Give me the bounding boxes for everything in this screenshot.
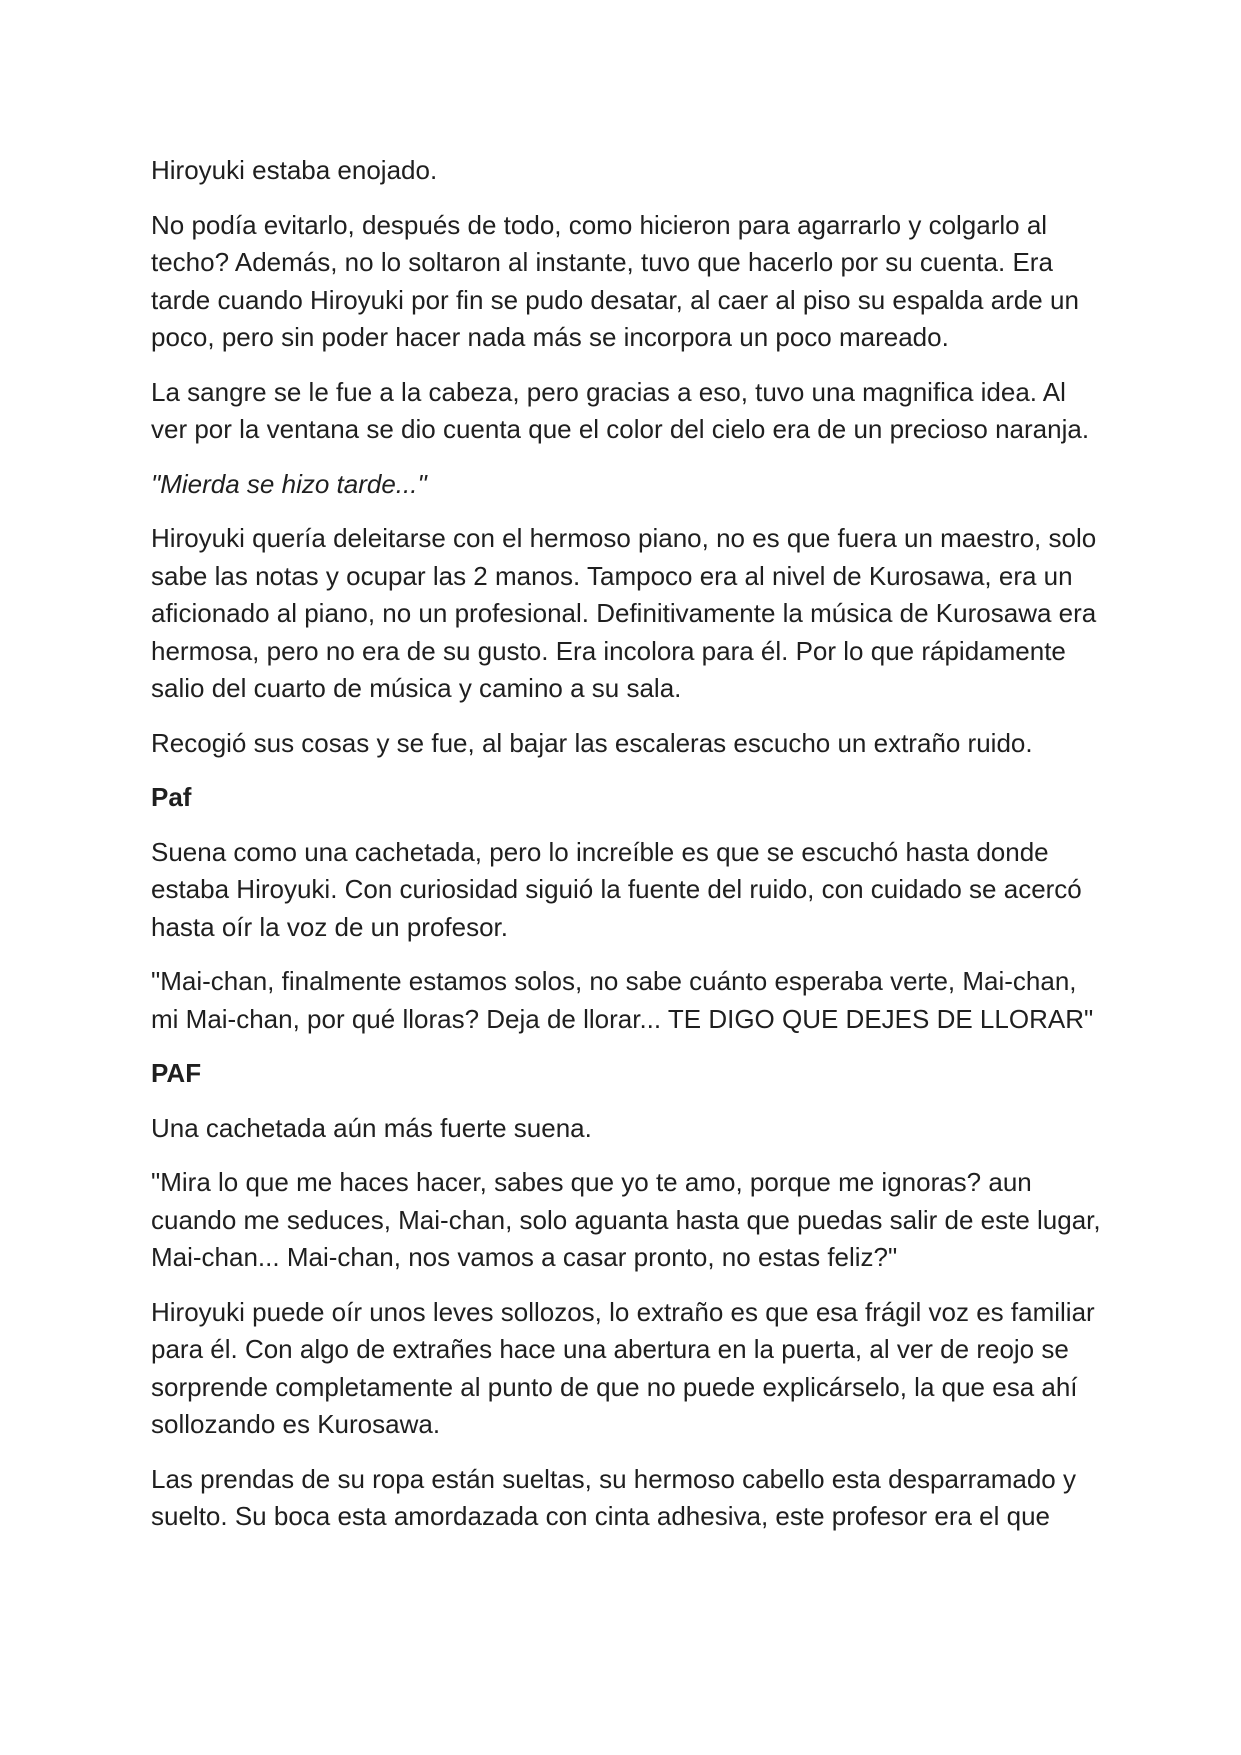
paragraph-2: No podía evitarlo, después de todo, como hicieron para agarrarlo y colgarlo al techo? Además, no lo soltaron al instante, tuvo que hacerlo por su cuenta. Era tarde cuando Hiroyuki por fin se pudo desatar, al caer al piso su espalda arde un poco, pero sin poder hacer nada más se incorpora un poco mareado. — [151, 209, 1079, 352]
document-body — [151, 152, 1101, 1553]
paragraph-1: Hiroyuki estaba enojado. — [151, 155, 438, 185]
paragraph-4-thought: "Mierda se hizo tarde..." — [151, 468, 427, 499]
paragraph-9-dialogue: "Mai-chan, finalmente estamos solos, no sabe cuánto esperaba verte, Mai-chan, mi Mai-chan, por qué lloras? Deja de llorar... TE DIGO QUE DEJES DE LLORAR" — [151, 966, 1094, 1034]
paragraph-8: Suena como una cachetada, pero lo increíble es que se escuchó hasta donde estaba Hiroyuki. Con curiosidad siguió la fuente del ruido, con cuidado se acercó hasta oír la voz de un profesor. — [151, 836, 1082, 942]
paragraph-3: La sangre se le fue a la cabeza, pero gracias a eso, tuvo una magnifica idea. Al ver por la ventana se dio cuenta que el color del cielo era de un precioso naranja. — [151, 376, 1090, 444]
paragraph-11: Una cachetada aún más fuerte suena. — [151, 1112, 592, 1143]
paragraph-5: Hiroyuki quería deleitarse con el hermoso piano, no es que fuera un maestro, solo sabe las notas y ocupar las 2 manos. Tampoco era al nivel de Kurosawa, era un aficionado al piano, no un profesional. Definitivamente la música de Kurosawa era hermosa, pero no era de su gusto. Era incolora para él. Por lo que rápidamente salio del cuarto de música y camino a su sala. — [151, 523, 1097, 703]
paragraph-13: Hiroyuki puede oír unos leves sollozos, lo extraño es que esa frágil voz es familiar para él. Con algo de extrañes hace una abertura en la puerta, al ver de reojo se sorprende completamente al punto de que no puede explicárselo, la que esa ahí sollozando es Kurosawa. — [151, 1296, 1095, 1439]
paragraph-7-sound: Paf — [151, 782, 192, 812]
paragraph-6: Recogió sus cosas y se fue, al bajar las escaleras escucho un extraño ruido. — [151, 727, 1033, 758]
paragraph-12-dialogue: "Mira lo que me haces hacer, sabes que yo te amo, porque me ignoras? aun cuando me seduces, Mai-chan, solo aguanta hasta que puedas salir de este lugar, Mai-chan... Mai-chan, nos vamos a casar pronto, no estas feliz?" — [151, 1167, 1101, 1272]
paragraph-10-sound: PAF — [151, 1058, 202, 1088]
paragraph-14: Las prendas de su ropa están sueltas, su hermoso cabello esta desparramado y suelto. Su boca esta amordazada con cinta adhesiva, este profesor era el que — [151, 1463, 1076, 1531]
